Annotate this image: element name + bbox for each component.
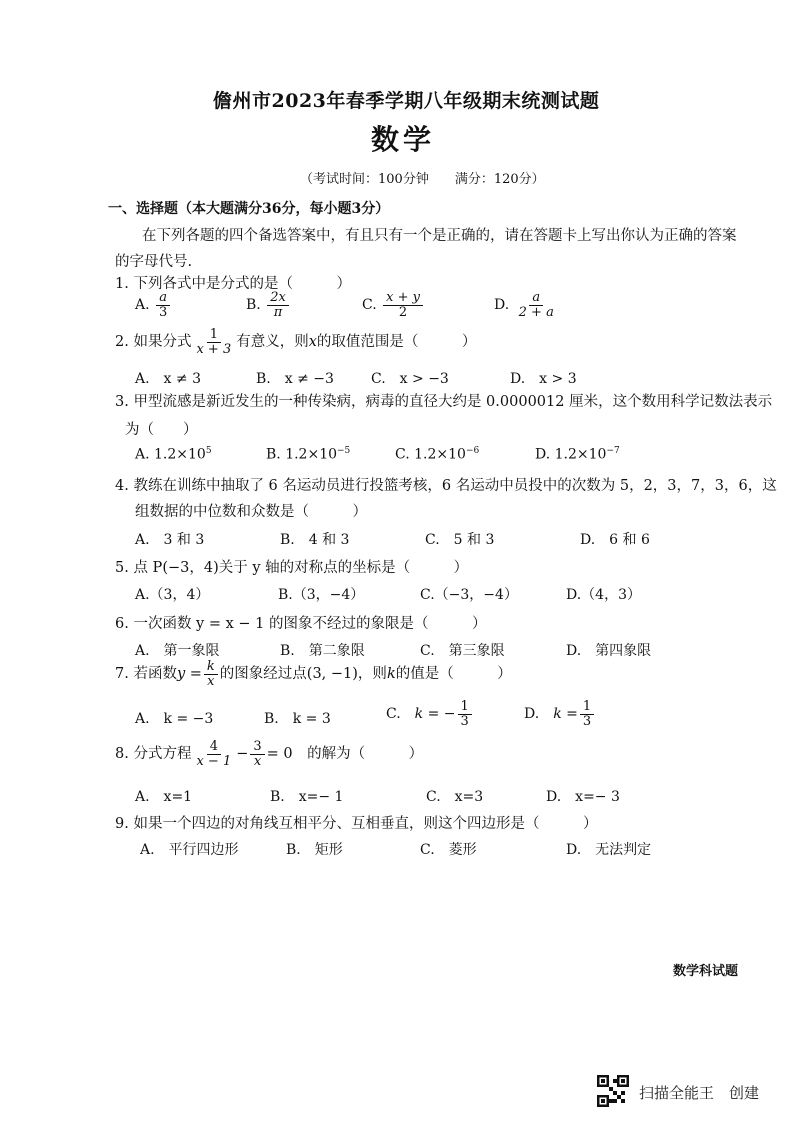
q1-option-a <box>135 291 172 319</box>
q5-option-a: A.（3，4） <box>135 587 210 603</box>
question-number: 8. <box>115 746 129 763</box>
q8-option-b: B. x=− 1 <box>270 789 344 805</box>
question-6 <box>115 612 487 633</box>
fraction: $\frac{2x}{\pi}$ <box>267 291 289 319</box>
question-4-line1 <box>115 474 777 495</box>
q4-option-a: A. 3 和 3 <box>135 532 205 548</box>
function-lhs: y = <box>176 666 202 683</box>
question-9 <box>115 812 597 833</box>
section-heading: 一、选择题（本大题满分36分，每小题3分） <box>108 201 390 217</box>
question-number: 4. <box>115 478 129 494</box>
subject-title: 数学 <box>371 123 436 156</box>
q6-option-a: A. 第一象限 <box>135 643 220 659</box>
section-instruction-line1: 在下列各题的四个备选答案中，有且只有一个是正确的，请在答题卡上写出你认为正确的答案 <box>142 228 737 244</box>
question-stem-mid: 有意义，则 <box>236 334 309 351</box>
q9-option-b: B. 矩形 <box>286 842 343 858</box>
exam-title: 儋州市2023年春季学期八年级期末统测试题 <box>213 90 600 112</box>
question-3-line1 <box>115 390 772 411</box>
q7-option-c: C. k = − $\frac{1}{3}$ <box>386 700 474 728</box>
q8-option-c: C. x=3 <box>426 789 484 805</box>
question-5 <box>115 556 468 577</box>
section-instruction-line2: 的字母代号. <box>115 254 193 270</box>
question-stem: 如果一个四边的对角线互相平分、互相垂直，则这个四边形是（ ） <box>133 816 598 832</box>
variable: k <box>386 666 396 683</box>
q2-option-d: D. x > 3 <box>510 371 577 387</box>
question-stem-pre: 分式方程 <box>133 746 192 763</box>
q7-option-d: D. k = $\frac{1}{3}$ <box>524 700 596 728</box>
q8-option-a: A. x=1 <box>135 789 193 805</box>
q9-option-a: A. 平行四边形 <box>140 842 239 858</box>
q3-option-c: C. $1.2\times 10^{-6}$ <box>395 446 480 463</box>
question-3-line2: 为（ ） <box>125 422 198 438</box>
page-footer-label: 数学科试题 <box>673 964 739 979</box>
scanner-watermark: 扫描全能王 创建 <box>639 1084 760 1102</box>
question-1 <box>115 272 351 293</box>
question-stem-post: 的取值范围是（ ） <box>316 334 477 351</box>
fraction: $\frac{x + y}{2}$ <box>383 291 423 319</box>
question-stem: 点 P(−3，4)关于 y 轴的对称点的坐标是（ ） <box>133 560 469 576</box>
q5-option-d: D.（4，3） <box>566 587 641 603</box>
question-number: 5. <box>115 560 129 576</box>
question-4-line2: 组数据的中位数和众数是（ ） <box>135 504 367 520</box>
q6-option-c: C. 第三象限 <box>420 643 505 659</box>
q6-option-b: B. 第二象限 <box>280 643 365 659</box>
q4-option-b: B. 4 和 3 <box>280 532 350 548</box>
question-2 <box>115 328 476 356</box>
q2-option-c: C. x > −3 <box>371 371 449 387</box>
question-8: 8. 分式方程 $\frac{4}{x - 1}$ − $\frac{3}{x}$ = 0 的解为（ ） <box>115 739 424 769</box>
option-label: B. <box>246 297 261 314</box>
variable: x <box>308 334 317 351</box>
q3-option-d: D. $1.2\times 10^{-7}$ <box>535 446 620 463</box>
question-stem: 教练在训练中抽取了 6 名运动员进行投篮考核，6 名运动中员投中的次数为 5，2，3，7，3，6，这 <box>133 478 777 494</box>
fraction: $\frac{a}{2 + a}$ <box>518 290 554 320</box>
question-stem-post: 的图象经过点(3, −1)，则 <box>219 666 387 683</box>
option-label: D. <box>494 297 510 314</box>
question-stem-pre: 若函数 <box>133 666 177 683</box>
question-number: 7. <box>115 666 129 683</box>
q3-option-a: A. $1.2\times 10^5$ <box>135 446 212 463</box>
question-number: 9. <box>115 816 129 832</box>
q8-option-d: D. x=− 3 <box>546 789 620 805</box>
question-stem: 甲型流感是新近发生的一种传染病，病毒的直径大约是 0.0000012 厘米，这个数用科学记数法表示 <box>133 394 773 410</box>
fraction: $\frac{4}{x - 1}$ <box>196 739 232 769</box>
q1-option-b <box>246 291 291 319</box>
question-number: 3. <box>115 394 129 410</box>
question-stem-pre: 如果分式 <box>133 334 192 351</box>
question-stem-post: 的解为（ ） <box>307 746 424 763</box>
question-stem: 下列各式中是分式的是（ ） <box>133 276 351 292</box>
q3-option-b: B. $1.2\times 10^{-5}$ <box>266 446 351 463</box>
q4-option-c: C. 5 和 3 <box>425 532 495 548</box>
fraction: $\frac{1}{x + 3}$ <box>196 327 232 357</box>
question-7 <box>115 660 512 688</box>
q1-option-c <box>362 291 425 319</box>
question-stem-end: 的值是（ ） <box>395 666 512 683</box>
q9-option-c: C. 菱形 <box>420 842 477 858</box>
q1-option-d <box>494 291 559 319</box>
q7-option-a: A. k = −3 <box>135 711 214 727</box>
fraction: $\frac{a}{3}$ <box>156 291 170 319</box>
q2-option-a: A. x ≠ 3 <box>135 371 201 387</box>
question-number: 2. <box>115 334 129 351</box>
qr-code-icon <box>597 1075 629 1111</box>
question-number: 1. <box>115 276 129 292</box>
q6-option-d: D. 第四象限 <box>566 643 652 659</box>
question-stem: 一次函数 y = x − 1 的图象不经过的象限是（ ） <box>133 616 487 632</box>
q5-option-c: C.（−3，−4） <box>420 587 518 603</box>
exam-info: （考试时间：100分钟 满分：120分） <box>300 172 545 187</box>
option-label: A. <box>135 297 150 314</box>
fraction: $\frac{3}{x}$ <box>250 740 264 768</box>
q9-option-d: D. 无法判定 <box>566 842 652 858</box>
q4-option-d: D. 6 和 6 <box>580 532 650 548</box>
option-label: C. <box>362 297 377 314</box>
q2-option-b: B. x ≠ −3 <box>256 371 334 387</box>
question-number: 6. <box>115 616 129 632</box>
fraction: $\frac{k}{x}$ <box>204 660 218 688</box>
q5-option-b: B.（3，−4） <box>278 587 365 603</box>
q7-option-b: B. k = 3 <box>264 711 331 727</box>
